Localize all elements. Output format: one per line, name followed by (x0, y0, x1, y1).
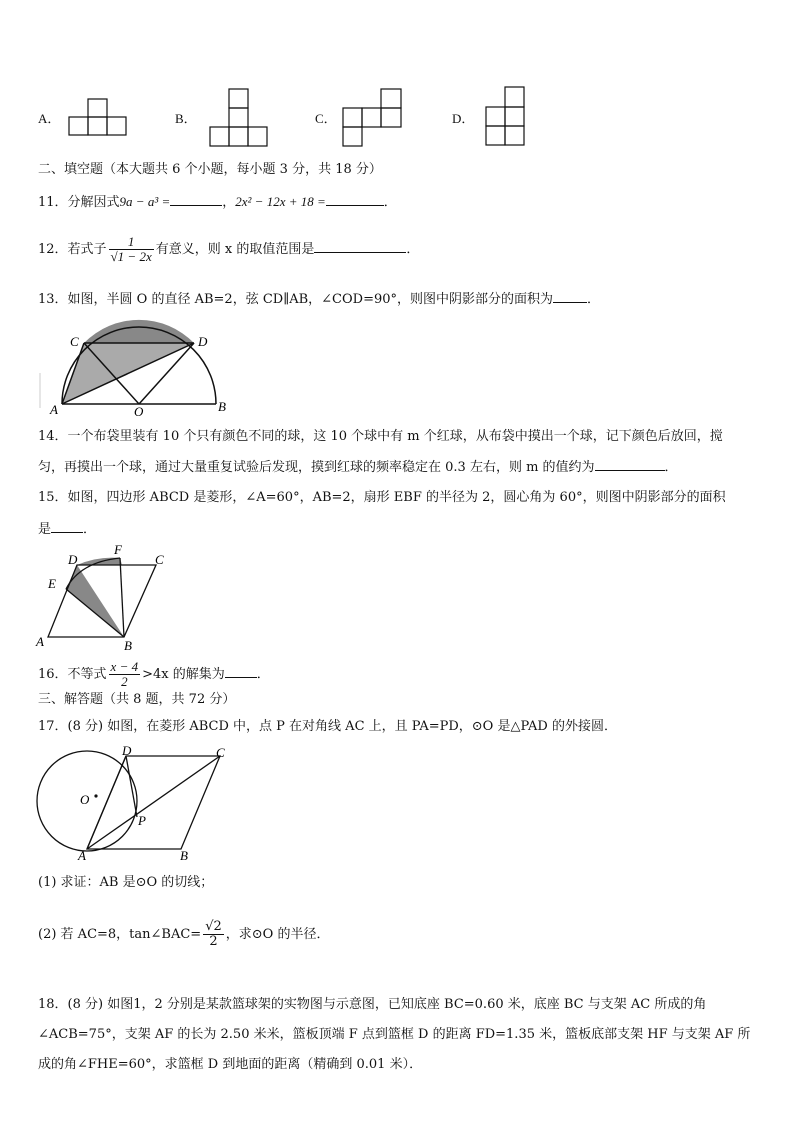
q13-label-B: B (218, 399, 226, 414)
q16-blank[interactable] (225, 665, 257, 678)
q15-shaded-left (66, 565, 124, 637)
q17-label-C: C (216, 745, 225, 760)
q13-text: 13．如图，半圆 O 的直径 AB=2，弦 CD∥AB，∠COD=90°，则图中阴影部分的面积为 (38, 292, 554, 307)
q15-label-B: B (124, 638, 132, 653)
q11-sep: ， (222, 195, 236, 210)
q17-part-1: (1) 求证：AB 是⊙O 的切线； (38, 875, 214, 890)
option-c-label[interactable]: C． (315, 111, 337, 126)
q16-suffix: >4x 的解集为 (142, 667, 225, 682)
q13-blank[interactable] (553, 290, 587, 303)
q12-fraction (109, 235, 154, 264)
question-11 (38, 193, 397, 212)
q17-center-point (94, 794, 97, 797)
q17-denominator: 2 (209, 934, 218, 949)
q12-blank[interactable] (314, 240, 406, 253)
q17-fraction (203, 920, 224, 949)
q13-label-D: D (198, 334, 208, 349)
question-18-line-2: ∠ACB=75°，支架 AF 的长为 2.50 米米，篮板顶端 F 点到篮框 D 的距离 FD=1.35 米，篮板底部支架 HF 与支架 AF 所 (38, 1027, 751, 1042)
q17-label-B: B (180, 848, 188, 863)
q17-rhombus-circle-figure (40, 743, 240, 863)
q15-label-C: C (155, 552, 164, 567)
question-16 (38, 660, 270, 689)
q17-part2-prefix: (2) 若 AC=8，tan∠BAC= (38, 927, 202, 942)
q17-part2-suffix: ，求⊙O 的半径． (225, 927, 330, 942)
q14-blank[interactable] (595, 458, 665, 471)
question-18-line-3: 成的角∠FHE=60°，求篮框 D 到地面的距离（精确到 0.01 米）． (38, 1057, 423, 1072)
question-15-line-1: 15．如图，四边形 ABCD 是菱形，∠A=60°，AB=2，扇形 EBF 的半径为 2，圆心角为 60°，则图中阴影部分的面积 (38, 490, 726, 505)
q16-numerator: x − 4 (110, 659, 139, 674)
q17-label-A: A (78, 848, 86, 863)
q11-blank-2[interactable] (326, 193, 384, 206)
question-13 (38, 290, 600, 309)
q15-blank[interactable] (51, 520, 83, 533)
q15-label-D: D (68, 552, 78, 567)
q17-label-P: P (138, 813, 146, 828)
q14-line2: 匀，再摸出一个球，通过大量重复试验后发现，摸到红球的频率稳定在 0.3 左右，则 m 的值约为 (38, 460, 595, 475)
question-17: 17．(8 分) 如图，在菱形 ABCD 中，点 P 在对角线 AC 上，且 PA=PD，⊙O 是△PAD 的外接圆． (38, 719, 617, 734)
q16-fraction (109, 660, 141, 689)
q11-expr1: 9a − a³ = (119, 194, 171, 209)
q13-label-C: C (70, 334, 79, 349)
q13-semicircle-figure (40, 318, 230, 418)
q12-end: ． (406, 242, 420, 257)
q11-blank-1[interactable] (170, 193, 222, 206)
q15-label-F: F (114, 542, 122, 557)
section2-title: 二、填空题（本大题共 6 个小题，每小题 3 分，共 18 分） (38, 162, 382, 177)
q16-prefix: 16．不等式 (38, 667, 107, 682)
question-14-line-1: 14．一个布袋里装有 10 个只有颜色不同的球，这 10 个球中有 m 个红球，从布袋中摸出一个球，记下颜色后放回，搅 (38, 429, 723, 444)
q15-label-A: A (36, 634, 44, 649)
q12-suffix: 有意义，则 x 的取值范围是 (155, 242, 315, 257)
option-b-label[interactable]: B． (175, 111, 197, 126)
q12-prefix: 12．若式子 (38, 242, 107, 257)
q15-rhombus-figure (38, 542, 173, 652)
q14-end: ． (664, 460, 678, 475)
q15-label-E: E (48, 576, 56, 591)
section3-title: 三、解答题（共 8 题，共 72 分） (38, 692, 236, 707)
q12-numerator: 1 (109, 235, 154, 250)
question-18-line-1: 18．(8 分) 如图1，2 分别是某款篮球架的实物图与示意图，已知底座 BC=0.60 米，底座 BC 与支架 AC 所成的角 (38, 997, 707, 1012)
q16-denominator: 2 (121, 674, 128, 689)
q17-numerator: √2 (205, 919, 222, 934)
option-a-label[interactable]: A． (38, 111, 61, 126)
q11-end: ． (383, 195, 397, 210)
option-d-label[interactable]: D． (452, 111, 475, 126)
option-d-squares (485, 86, 527, 148)
q12-denominator: √1 − 2x (110, 249, 152, 264)
q11-expr2: 2x² − 12x + 18 = (235, 194, 326, 209)
question-14-line-2 (38, 458, 678, 477)
q13-end: ． (587, 292, 601, 307)
q17-label-O: O (80, 792, 90, 807)
q15-end: ． (83, 522, 97, 537)
option-c-squares (342, 88, 404, 148)
option-b-squares (209, 88, 271, 148)
option-a-squares (68, 98, 130, 138)
question-12 (38, 235, 419, 264)
q17-part-2 (38, 920, 329, 949)
q17-label-D: D (122, 743, 132, 758)
q16-end: ． (256, 667, 270, 682)
q11-num: 11．分解因式 (38, 195, 120, 210)
q13-shaded-segment (84, 320, 194, 343)
q15-line2: 是 (38, 522, 52, 537)
q13-label-O: O (134, 404, 144, 419)
q13-label-A: A (50, 402, 58, 417)
question-15-line-2 (38, 520, 96, 539)
